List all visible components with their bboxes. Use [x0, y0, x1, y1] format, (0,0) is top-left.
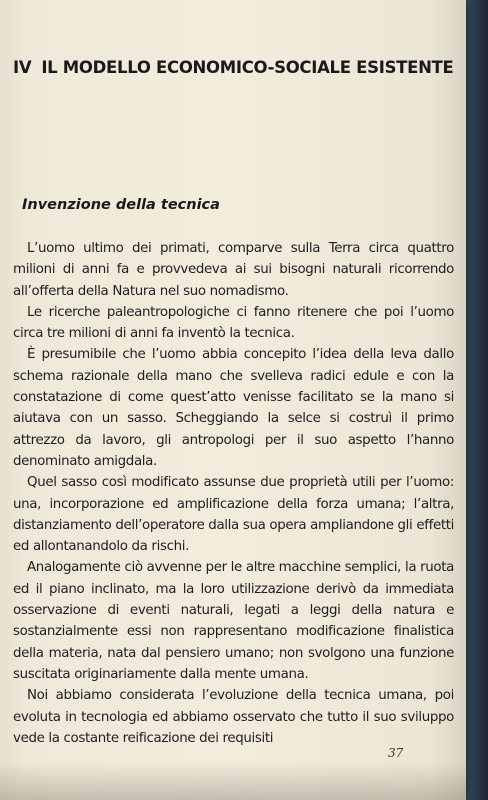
body-text — [13, 238, 454, 749]
paragraph: È presumibile che l’uomo abbia concepito l’idea della leva dallo schema razionale della mano che svelleva radici edule e con la constatazione di come quest’atto venisse facilitato se la mano si aiutava con un sasso. Scheggiando la selce si costruì il primo attrezzo da lavoro, gli antropologi per il suo aspetto l’hanno denominato amigdala. — [13, 347, 454, 469]
paragraph: Le ricerche paleantropologiche ci fanno ritenere che poi l’uomo circa tre milioni di anni fa inventò la tecnica. — [13, 304, 454, 342]
section-title: Invenzione della tecnica — [22, 197, 220, 213]
chapter-title: IL MODELLO ECONOMICO-SOCIALE ESISTENTE — [41, 58, 454, 77]
chapter-number: IV — [13, 58, 32, 77]
paragraph: Quel sasso così modificato assunse due proprietà utili per l’uomo: una, incorporazione ed amplificazione della forza umana; l’altra, distanziamento dell’operatore dalla sua opera ampliandone gli effetti ed allontanandolo da rischi. — [13, 475, 454, 555]
chapter-heading — [13, 58, 453, 77]
paragraph: Noi abbiamo considerata l’evoluzione della tecnica umana, poi evoluta in tecnologia ed abbiamo osservato che tutto il suo sviluppo vede la costante reificazione dei requisiti — [13, 688, 454, 746]
paragraph: Analogamente ciò avvenne per le altre macchine semplici, la ruota ed il piano inclinato, ma la loro utilizzazione derivò da immediata osservazione di eventi naturali, legati a leggi della natura e sostanzialmente essi non rappresentano modificazione finalistica della materia, nata dal pensiero umano; non svolgono una funzione suscitata originariamente dalla mente umana. — [13, 560, 454, 682]
page-shadow — [0, 762, 466, 800]
page-number: 37 — [388, 746, 404, 760]
paragraph: L’uomo ultimo dei primati, comparve sulla Terra circa quattro milioni di anni fa e provvedeva ai sui bisogni naturali ricorrendo all’offerta della Natura nel suo nomadismo. — [13, 241, 454, 299]
